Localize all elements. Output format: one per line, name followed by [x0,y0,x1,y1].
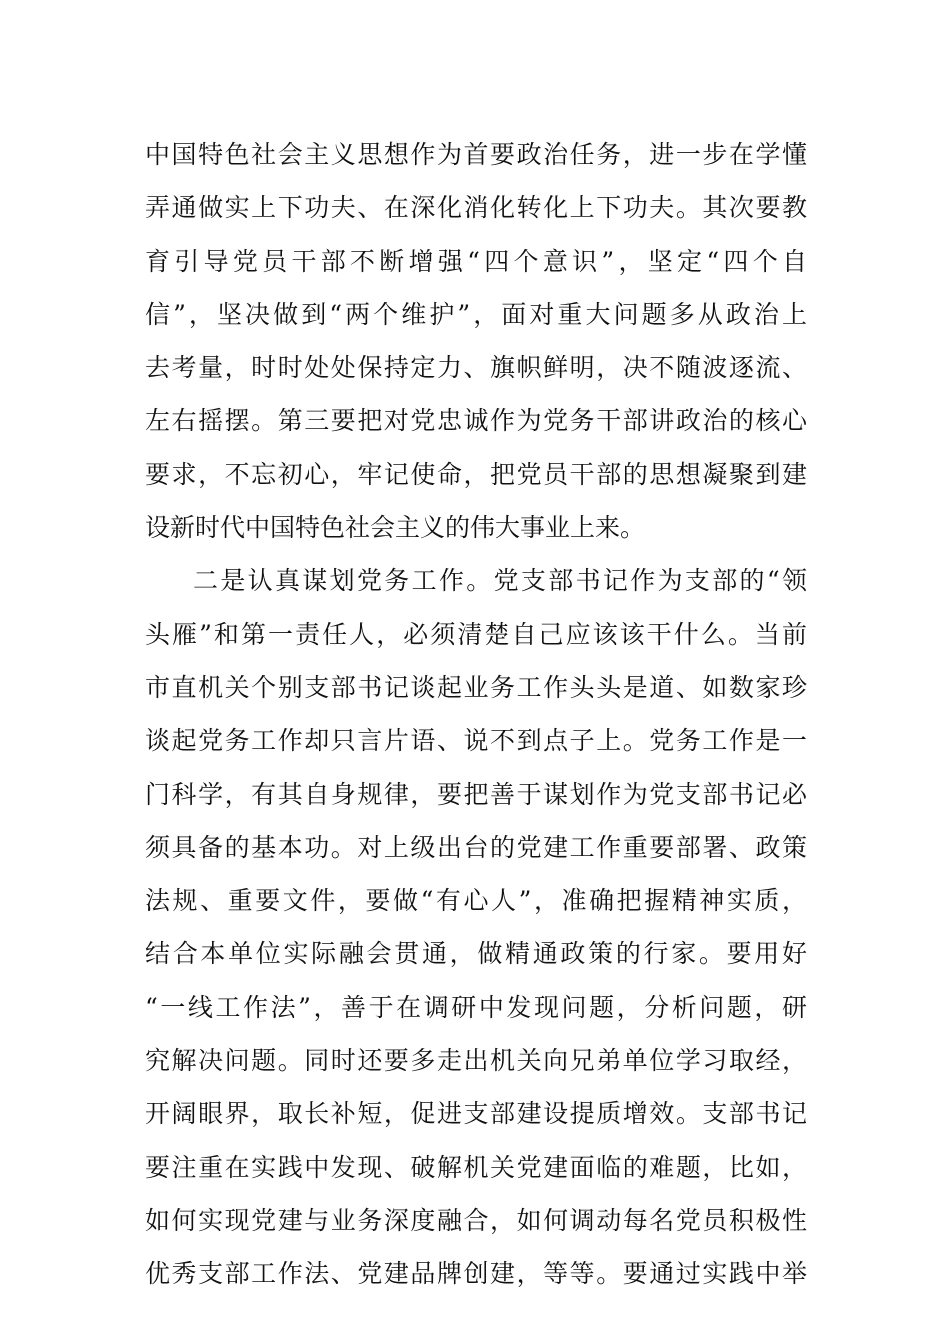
paragraph-2 [145,554,807,1300]
text-line: 二是认真谋划党务工作。党支部书记作为支部的“领 [193,566,807,596]
text-line: 如何实现党建与业务深度融合，如何调动每名党员积极性 [145,1205,807,1235]
text-line: 市直机关个别支部书记谈起业务工作头头是道、如数家珍 [145,672,807,702]
text-line: 设新时代中国特色社会主义的伟大事业上来。 [145,513,646,543]
paragraph-1 [145,128,807,554]
text-line: 究解决问题。同时还要多走出机关向兄弟单位学习取经， [145,1046,807,1076]
document-body [145,128,807,1301]
text-line: 优秀支部工作法、党建品牌创建，等等。要通过实践中举 [145,1259,807,1289]
text-line: 中国特色社会主义思想作为首要政治任务，进一步在学懂 [145,140,807,169]
text-line: 弄通做实上下功夫、在深化消化转化上下功夫。其次要教 [145,193,807,223]
text-line: 开阔眼界，取长补短，促进支部建设提质增效。支部书记 [145,1099,807,1129]
text-line: 育引导党员干部不断增强“四个意识”，坚定“四个自 [145,246,807,276]
text-line: 要求，不忘初心，牢记使命，把党员干部的思想凝聚到建 [145,459,807,489]
text-line: 门科学，有其自身规律，要把善于谋划作为党支部书记必 [145,779,807,809]
text-line: 左右摇摆。第三要把对党忠诚作为党务干部讲政治的核心 [145,406,807,436]
text-line: 头雁”和第一责任人，必须清楚自己应该该干什么。当前 [145,619,807,649]
text-line: 去考量，时时处处保持定力、旗帜鲜明，决不随波逐流、 [145,353,807,383]
text-line: 信”，坚决做到“两个维护”，面对重大问题多从政治上 [145,299,807,329]
text-line: 结合本单位实际融会贯通，做精通政策的行家。要用好 [145,939,807,969]
text-line: 要注重在实践中发现、破解机关党建面临的难题，比如， [145,1152,807,1182]
text-line: “一线工作法”，善于在调研中发现问题，分析问题，研 [145,992,807,1022]
text-line: 法规、重要文件，要做“有心人”，准确把握精神实质， [145,886,807,916]
text-line: 须具备的基本功。对上级出台的党建工作重要部署、政策 [145,832,807,862]
text-line: 谈起党务工作却只言片语、说不到点子上。党务工作是一 [145,726,807,756]
